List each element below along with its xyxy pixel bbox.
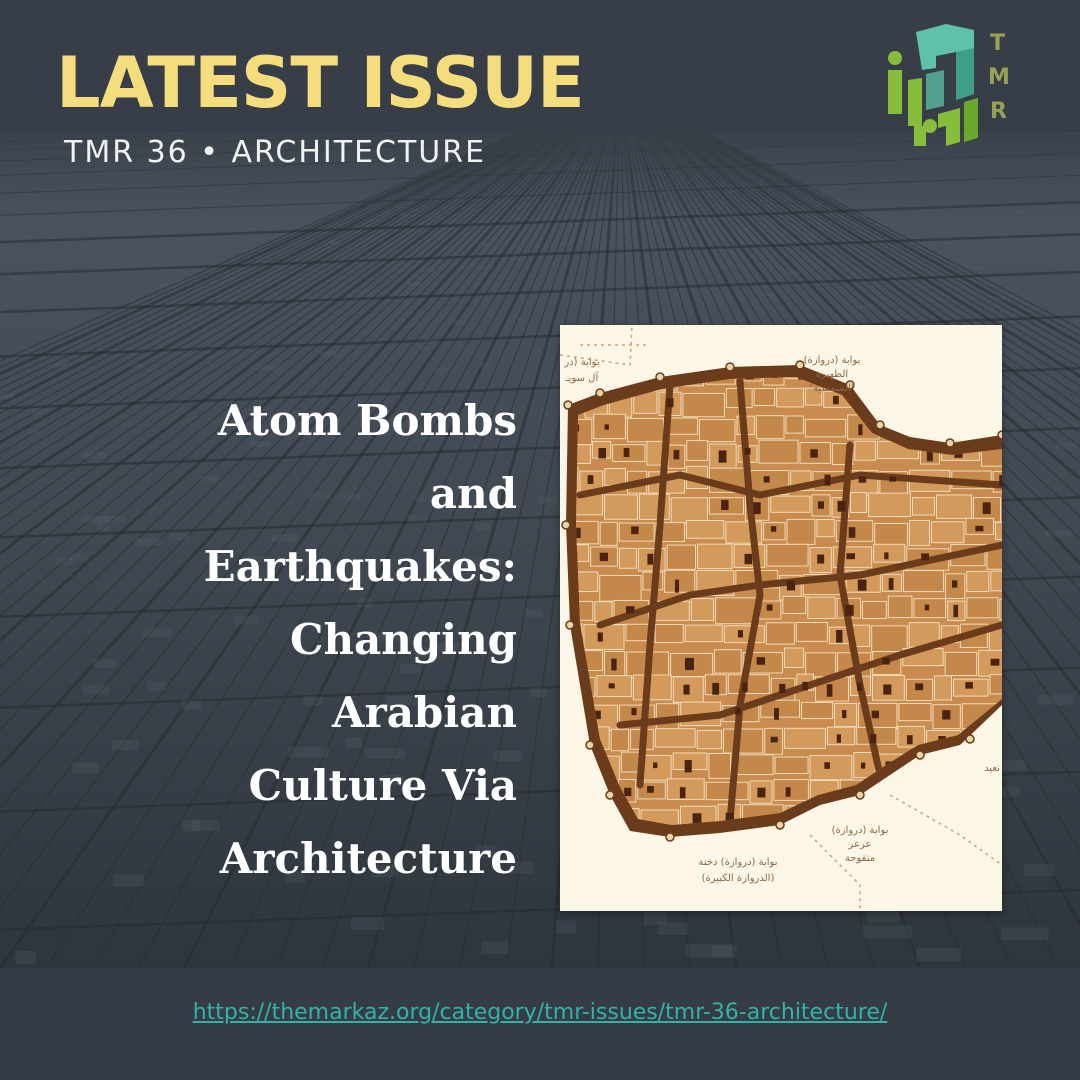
photo-building	[479, 362, 493, 367]
issue-subtitle: TMR 36 • ARCHITECTURE	[64, 135, 487, 170]
map-courtyard	[802, 682, 807, 691]
map-courtyard	[683, 685, 689, 695]
map-block	[611, 729, 628, 750]
gate-label: بوابة (در	[564, 357, 600, 368]
map-block	[766, 623, 794, 644]
map-block	[716, 598, 758, 624]
photo-building	[0, 393, 14, 398]
tmr-logo[interactable]	[886, 22, 1012, 150]
map-block	[934, 676, 951, 700]
map-courtyard	[624, 448, 630, 457]
map-block	[796, 623, 827, 642]
photo-building	[643, 912, 667, 925]
photo-building	[537, 496, 559, 503]
map-tower	[998, 431, 1002, 439]
photo-building	[516, 257, 525, 260]
map-courtyard	[907, 735, 913, 744]
map-block	[683, 394, 724, 417]
photo-building	[999, 760, 1027, 771]
photo-building	[860, 305, 872, 309]
map-courtyard	[674, 450, 680, 459]
map-block	[771, 496, 810, 512]
map-courtyard	[735, 708, 741, 715]
gate-label: بوابة (دروازة)	[831, 825, 889, 836]
map-courtyard	[771, 737, 778, 743]
photo-building	[30, 430, 40, 436]
photo-building	[1044, 530, 1071, 537]
map-courtyard	[965, 682, 973, 689]
photo-building	[74, 237, 80, 240]
map-courtyard	[742, 683, 747, 692]
map-block	[806, 653, 836, 677]
photo-building	[159, 284, 168, 288]
photo-building	[1056, 443, 1077, 449]
map-block	[600, 522, 617, 545]
map-courtyard	[827, 684, 833, 696]
map-block	[851, 493, 867, 513]
photo-building	[556, 920, 577, 933]
map-courtyard	[915, 683, 923, 690]
map-tower	[916, 751, 924, 759]
map-courtyard	[685, 760, 692, 772]
map-courtyard	[810, 449, 818, 457]
map-tower	[562, 521, 570, 529]
photo-building	[55, 362, 67, 367]
map-tower	[566, 621, 574, 629]
map-block	[655, 625, 683, 643]
gate-label: الظهيرة	[815, 369, 849, 380]
headline-line: Culture Via	[248, 761, 517, 810]
map-courtyard	[858, 580, 867, 591]
map-courtyard	[921, 553, 929, 560]
map-tower	[586, 741, 594, 749]
map-courtyard	[753, 502, 760, 514]
photo-building	[994, 296, 1006, 300]
photo-building	[971, 266, 982, 270]
map-block	[810, 756, 852, 780]
photo-building	[176, 238, 184, 241]
map-tower	[966, 735, 974, 743]
photo-building	[453, 320, 465, 324]
map-courtyard	[837, 734, 841, 742]
map-block	[991, 571, 1002, 591]
map-block	[728, 675, 769, 694]
map-block	[914, 599, 946, 618]
photo-building	[531, 688, 548, 698]
photo-building	[23, 236, 32, 239]
map-block	[855, 441, 876, 460]
issue-cover-image[interactable]	[560, 325, 1002, 911]
map-block	[667, 779, 704, 800]
map-courtyard	[999, 475, 1002, 487]
logo-letters	[988, 31, 1010, 124]
photo-building	[787, 271, 800, 275]
map-courtyard	[883, 684, 891, 694]
photo-building	[354, 260, 360, 263]
map-courtyard	[838, 501, 846, 512]
map-tower	[726, 363, 734, 371]
map-block	[909, 520, 929, 545]
map-block	[863, 602, 887, 619]
map-block	[633, 675, 671, 700]
map-block	[775, 757, 808, 774]
map-tower	[564, 401, 572, 409]
photo-building	[1001, 927, 1049, 940]
map-courtyard	[631, 526, 638, 534]
map-block	[644, 755, 671, 780]
footer-band	[0, 968, 1080, 1080]
map-block	[600, 575, 641, 601]
photo-building	[381, 242, 386, 245]
gate-label: نعيد	[984, 763, 1000, 774]
map-courtyard	[757, 788, 765, 798]
photo-building	[227, 239, 233, 242]
photo-building	[867, 910, 899, 923]
map-block	[817, 519, 834, 536]
gate-label: (الدروازة الكبيرة)	[701, 873, 775, 884]
map-courtyard	[680, 787, 686, 798]
map-block	[996, 522, 1002, 539]
map-block	[774, 780, 808, 801]
photo-building	[15, 951, 36, 964]
photo-building	[949, 233, 958, 236]
map-block	[808, 597, 835, 619]
map-courtyard	[647, 786, 654, 793]
map-block	[783, 596, 806, 613]
gate-label: بوابة (دروازة)	[803, 355, 861, 366]
map-block	[698, 544, 732, 569]
map-courtyard	[975, 526, 983, 532]
map-courtyard	[952, 580, 957, 587]
map-block	[967, 571, 989, 591]
logo-letter-r: R	[990, 99, 1007, 124]
map-courtyard	[833, 396, 839, 404]
map-block	[786, 416, 803, 433]
map-block	[784, 648, 803, 667]
photo-building	[72, 763, 99, 774]
map-courtyard	[631, 708, 636, 715]
map-block	[723, 729, 762, 753]
map-courtyard	[712, 683, 719, 695]
map-courtyard	[588, 475, 594, 484]
photo-building	[434, 367, 448, 372]
map-block	[945, 652, 977, 675]
photo-building	[1024, 864, 1054, 876]
gate-label: بوابة (دروازة) دخنة	[698, 857, 778, 868]
map-tower	[656, 373, 664, 381]
photo-building	[483, 243, 491, 246]
photo-building	[32, 409, 49, 415]
map-block	[671, 498, 707, 524]
photo-building	[764, 292, 777, 296]
map-courtyard	[624, 788, 631, 796]
map-courtyard	[846, 553, 855, 559]
map-courtyard	[884, 552, 888, 559]
gate-label: منفوحة	[844, 853, 876, 864]
map-courtyard	[889, 578, 894, 590]
map-courtyard	[991, 659, 1000, 666]
map-block	[706, 782, 748, 799]
map-courtyard	[824, 475, 830, 486]
page-title: LATEST ISSUE	[56, 42, 584, 124]
map-block	[627, 418, 663, 441]
map-courtyard	[845, 605, 854, 616]
map-tower	[596, 389, 604, 397]
map-courtyard	[824, 762, 830, 769]
map-block	[767, 544, 808, 566]
map-courtyard	[818, 501, 824, 508]
photo-building	[1038, 695, 1074, 705]
map-courtyard	[685, 658, 694, 670]
map-block	[686, 520, 723, 538]
map-courtyard	[889, 477, 896, 482]
logo-mark-icon	[888, 24, 978, 146]
headline-line: Changing	[290, 615, 517, 664]
map-block	[594, 414, 626, 439]
map-block	[691, 599, 713, 621]
photo-building	[260, 365, 279, 370]
headline-line: Earthquakes:	[203, 542, 517, 591]
photo-building	[526, 609, 542, 617]
map-block	[697, 731, 721, 749]
logo-letter-t: T	[990, 31, 1006, 56]
map-courtyard	[744, 448, 750, 455]
map-block	[604, 495, 637, 519]
map-courtyard	[764, 476, 770, 482]
map-courtyard	[882, 658, 889, 665]
photo-building	[14, 276, 26, 280]
map-block	[931, 522, 963, 543]
map-block	[967, 598, 998, 618]
photo-building	[421, 346, 428, 351]
map-tower	[776, 821, 784, 829]
map-courtyard	[675, 580, 679, 593]
map-courtyard	[611, 659, 616, 671]
article-headline[interactable]	[97, 384, 517, 895]
photo-building	[69, 553, 87, 561]
map-courtyard	[771, 526, 776, 532]
map-block	[777, 388, 804, 407]
map-courtyard	[647, 554, 653, 565]
photo-building	[481, 941, 508, 954]
photo-building	[916, 948, 961, 961]
gate-label: "الشمسية"	[808, 383, 856, 394]
photo-building	[274, 265, 283, 269]
map-courtyard	[858, 424, 862, 435]
map-block	[759, 440, 798, 463]
gate-label: عرعر	[848, 839, 872, 850]
photo-building	[351, 917, 384, 930]
map-courtyard	[925, 605, 929, 611]
map-courtyard	[942, 710, 950, 719]
photo-building	[425, 340, 440, 345]
map-courtyard	[849, 527, 856, 538]
map-courtyard	[721, 500, 728, 510]
photo-building	[421, 269, 434, 273]
map-courtyard	[870, 734, 876, 743]
map-courtyard	[861, 763, 865, 769]
map-courtyard	[745, 554, 753, 564]
map-courtyard	[857, 683, 862, 691]
map-block	[872, 626, 907, 652]
map-block	[805, 419, 845, 437]
map-block	[802, 702, 833, 718]
map-courtyard	[774, 708, 779, 720]
map-block	[875, 523, 908, 547]
map-tower	[666, 833, 674, 841]
map-courtyard	[600, 553, 608, 561]
photo-building	[712, 945, 737, 958]
map-tower	[946, 439, 954, 447]
map-courtyard	[786, 787, 791, 796]
map-block	[828, 727, 855, 745]
map-courtyard	[757, 657, 766, 665]
map-courtyard	[817, 555, 824, 564]
headline-line: and	[429, 469, 517, 518]
map-block	[888, 596, 912, 617]
map-block	[869, 493, 911, 517]
headline-line: Arabian	[331, 688, 517, 737]
map-courtyard	[609, 683, 615, 688]
photo-building	[561, 243, 568, 246]
map-block	[857, 727, 896, 744]
map-tower	[606, 791, 614, 799]
map-block	[903, 570, 943, 591]
photo-building	[1000, 234, 1006, 237]
map-block	[619, 548, 636, 568]
map-block	[1000, 599, 1002, 620]
map-courtyard	[653, 762, 657, 768]
map-courtyard	[859, 476, 867, 482]
map-block	[714, 650, 741, 673]
map-block	[667, 545, 695, 569]
map-courtyard	[953, 605, 958, 617]
map-courtyard	[836, 630, 842, 643]
photo-building	[178, 279, 184, 283]
logo-letter-m: M	[988, 65, 1010, 90]
map-courtyard	[598, 448, 606, 458]
headline-line: Atom Bombs	[217, 396, 517, 445]
map-tower	[856, 791, 864, 799]
map-block	[655, 729, 695, 747]
map-block	[665, 570, 695, 592]
map-courtyard	[787, 580, 795, 590]
map-courtyard	[842, 710, 846, 718]
map-block	[784, 728, 825, 748]
photo-building	[408, 282, 422, 286]
map-block	[685, 625, 722, 642]
map-block	[990, 675, 1002, 694]
map-courtyard	[767, 604, 773, 610]
map-block	[899, 704, 931, 721]
photo-building	[863, 925, 913, 938]
photo-building	[326, 350, 338, 355]
map-courtyard	[598, 632, 603, 641]
map-block	[754, 388, 775, 405]
map-courtyard	[738, 630, 743, 637]
map-block	[756, 416, 784, 439]
headline-line: Architecture	[219, 834, 517, 883]
map-courtyard	[779, 684, 785, 693]
gate-label: آل سويـ	[565, 373, 599, 384]
map-courtyard	[626, 606, 635, 613]
map-block	[936, 495, 971, 518]
map-courtyard	[666, 398, 673, 407]
photo-building	[534, 244, 539, 247]
map-block	[874, 544, 905, 562]
map-block	[687, 441, 708, 461]
photo-building	[330, 241, 338, 244]
map-courtyard	[605, 424, 609, 429]
map-block	[912, 498, 934, 515]
photo-building	[480, 266, 494, 270]
map-block	[787, 519, 815, 544]
issue-link[interactable]: https://themarkaz.org/category/tmr-issues/tmr-36-architecture/	[192, 1000, 888, 1025]
map-tower	[876, 421, 884, 429]
map-courtyard	[983, 502, 991, 514]
photo-building	[132, 363, 143, 368]
map-block	[709, 754, 731, 779]
map-block	[584, 625, 624, 650]
map-block	[605, 468, 626, 485]
map-courtyard	[872, 711, 879, 719]
map-courtyard	[719, 450, 727, 462]
map-block	[724, 626, 764, 643]
map-block	[699, 420, 734, 442]
photo-building	[3, 302, 18, 306]
